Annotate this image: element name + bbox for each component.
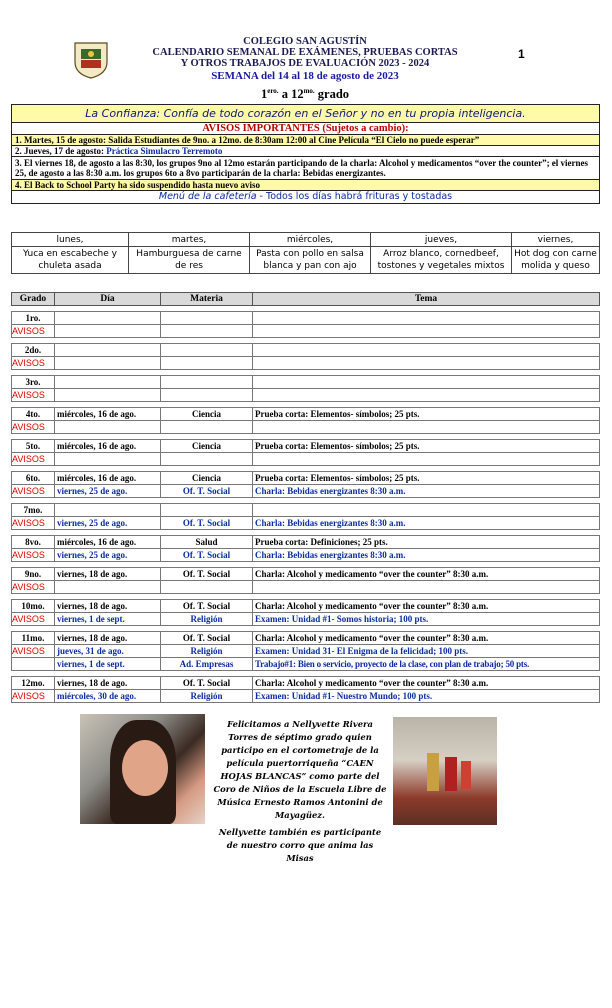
materia-cell: Of. T. Social (161, 485, 253, 498)
table-row (12, 312, 600, 325)
dia-cell: viernes, 18 de ago. (55, 600, 161, 613)
materia-cell: Ciencia (161, 472, 253, 485)
menu-meal: Yuca en escabeche y chuleta asada (12, 247, 129, 274)
menu-day: martes, (129, 233, 250, 247)
congratulations-note (212, 718, 388, 865)
materia-cell: Ad. Empresas (161, 658, 253, 671)
grade-label: 7mo. (12, 504, 55, 517)
avisos-label: AVISOS (12, 690, 55, 703)
table-row (12, 440, 600, 453)
grade-label: 10mo. (12, 600, 55, 613)
avisos-label: AVISOS (12, 325, 55, 338)
menu-day: lunes, (12, 233, 129, 247)
aviso-item-2-highlight: Práctica Simulacro Terremoto (106, 146, 223, 156)
table-row (12, 325, 600, 338)
grade-label: 12mo. (12, 677, 55, 690)
tema-cell: Examen: Unidad #1- Somos historia; 100 pts. (253, 613, 600, 626)
table-row (12, 677, 600, 690)
table-row (12, 690, 600, 703)
grade-label: 2do. (12, 344, 55, 357)
tema-cell: Charla: Bebidas energizantes 8:30 a.m. (253, 485, 600, 498)
table-row (12, 389, 600, 402)
student-portrait-photo (80, 714, 205, 824)
avisos-label: AVISOS (12, 389, 55, 402)
calendar-title-line1: CALENDARIO SEMANAL DE EXÁMENES, PRUEBAS CORTAS (152, 47, 458, 58)
grade-range: $1^{ero.}$ a $12^{mo.}$ grado (260, 87, 350, 102)
table-row (12, 504, 600, 517)
table-row (12, 632, 600, 645)
avisos-label: AVISOS (12, 421, 55, 434)
materia-cell: Ciencia (161, 408, 253, 421)
table-row (12, 376, 600, 389)
table-row (12, 472, 600, 485)
week-range: SEMANA del 14 al 18 de agosto de 2023 (211, 70, 399, 82)
cafeteria-menu (11, 232, 600, 274)
avisos-label: AVISOS (12, 645, 55, 658)
grade-label: 1ro. (12, 312, 55, 325)
avisos-label: AVISOS (12, 613, 55, 626)
materia-cell: Of. T. Social (161, 632, 253, 645)
dia-cell: viernes, 18 de ago. (55, 677, 161, 690)
congrats-paragraph-1: Felicitamos a Nellyvette Rivera Torres de séptimo grado quien participo en el cortometraje de la película puertorriqueña “CAEN HOJAS BLANCAS” como parte del Coro de Niños de la Escuela Libre de Música Ernesto Ramos Antonini de Mayagüez. (213, 719, 387, 820)
table-row (12, 581, 600, 594)
dia-cell: viernes, 25 de ago. (55, 549, 161, 562)
dia-cell: miércoles, 16 de ago. (55, 408, 161, 421)
dia-cell: miércoles, 16 de ago. (55, 472, 161, 485)
page-number: 1 (518, 47, 525, 61)
tema-cell: Charla: Bebidas energizantes 8:30 a.m. (253, 517, 600, 530)
menu-meal: Hot dog con carne molida y queso (512, 247, 600, 274)
materia-cell: Salud (161, 536, 253, 549)
avisos-table (11, 104, 600, 204)
grade-label: 3ro. (12, 376, 55, 389)
table-row (12, 658, 600, 671)
evaluation-schedule-table (11, 292, 600, 703)
tema-cell: Prueba corta: Elementos- símbolos; 25 pts. (253, 472, 600, 485)
dia-cell: miércoles, 30 de ago. (55, 690, 161, 703)
tema-cell: Prueba corta: Elementos- símbolos; 25 pts. (253, 440, 600, 453)
table-row (12, 613, 600, 626)
materia-cell: Of. T. Social (161, 600, 253, 613)
menu-meal: Arroz blanco, cornedbeef, tostones y vegetales mixtos (371, 247, 512, 274)
tema-cell: Examen: Unidad 31- El Enigma de la felicidad; 100 pts. (253, 645, 600, 658)
col-header-tema: Tema (253, 293, 600, 306)
table-row (12, 517, 600, 530)
col-header-grado: Grado (12, 293, 55, 306)
tema-cell: Prueba corta: Definiciones; 25 pts. (253, 536, 600, 549)
school-logo (72, 40, 110, 80)
grade-label: 6to. (12, 472, 55, 485)
table-row (12, 357, 600, 370)
motto-banner: La Confianza: Confía de todo corazón en el Señor y no en tu propia inteligencia. (12, 105, 600, 123)
choir-performance-photo (393, 717, 497, 825)
avisos-label: AVISOS (12, 517, 55, 530)
materia-cell: Of. T. Social (161, 517, 253, 530)
menu-meal: Hamburguesa de carne de res (129, 247, 250, 274)
table-row (12, 536, 600, 549)
tema-cell: Examen: Unidad #1- Nuestro Mundo; 100 pts. (253, 690, 600, 703)
menu-day: viernes, (512, 233, 600, 247)
avisos-label: AVISOS (12, 485, 55, 498)
dia-cell: viernes, 1 de sept. (55, 613, 161, 626)
grade-label: 8vo. (12, 536, 55, 549)
school-name: COLEGIO SAN AGUSTÍN (243, 36, 367, 47)
avisos-label: AVISOS (12, 453, 55, 466)
table-row (12, 421, 600, 434)
menu-meal: Pasta con pollo en salsa blanca y pan con ajo (250, 247, 371, 274)
avisos-title: AVISOS IMPORTANTES (Sujetos a cambio): (12, 123, 600, 135)
table-row (12, 344, 600, 357)
dia-cell: jueves, 31 de ago. (55, 645, 161, 658)
tema-cell: Prueba corta: Elementos- símbolos; 25 pts. (253, 408, 600, 421)
table-row (12, 408, 600, 421)
materia-cell: Of. T. Social (161, 549, 253, 562)
dia-cell: miércoles, 16 de ago. (55, 536, 161, 549)
dia-cell: miércoles, 16 de ago. (55, 440, 161, 453)
col-header-dia: Día (55, 293, 161, 306)
table-row (12, 549, 600, 562)
aviso-item-1: 1. Martes, 15 de agosto: Salida Estudiantes de 9no. a 12mo. de 8:30am 12:00 al Cine Película “El Cielo no puede esperar” (12, 135, 600, 146)
tema-cell: Charla: Alcohol y medicamento “over the counter” 8:30 a.m. (253, 568, 600, 581)
aviso-item-3: 3. El viernes 18, de agosto a las 8:30, los grupos 9no al 12mo estarán participando de la charla: Alcohol y medicamentos “over the counter”; el viernes 25, de agosto a las 8:30 a.m. los grupos 6to a 8vo participarán de la charla: Bebidas energizantes. (12, 157, 600, 180)
tema-cell: Charla: Alcohol y medicamento “over the counter” 8:30 a.m. (253, 677, 600, 690)
tema-cell: Charla: Alcohol y medicamento “over the counter” 8:30 a.m. (253, 632, 600, 645)
table-row (12, 453, 600, 466)
grade-label: 4to. (12, 408, 55, 421)
tema-cell: Charla: Alcohol y medicamento “over the counter” 8:30 a.m. (253, 600, 600, 613)
tema-cell: Charla: Bebidas energizantes 8:30 a.m. (253, 549, 600, 562)
avisos-label: AVISOS (12, 581, 55, 594)
congrats-paragraph-2: Nellyvette también es participante de nuestro corro que anima las Misas (218, 827, 382, 863)
materia-cell: Religión (161, 690, 253, 703)
cafeteria-title: Menú de la cafetería - Todos los días habrá frituras y tostadas (12, 191, 600, 204)
dia-cell: viernes, 18 de ago. (55, 632, 161, 645)
materia-cell: Of. T. Social (161, 677, 253, 690)
col-header-materia: Materia (161, 293, 253, 306)
materia-cell: Ciencia (161, 440, 253, 453)
tema-cell: Trabajo#1: Bien o servicio, proyecto de la clase, con plan de trabajo; 50 pts. (253, 658, 600, 671)
materia-cell: Religión (161, 613, 253, 626)
dia-cell: viernes, 25 de ago. (55, 517, 161, 530)
table-row (12, 600, 600, 613)
dia-cell: viernes, 1 de sept. (55, 658, 161, 671)
table-row (12, 485, 600, 498)
table-row (12, 645, 600, 658)
menu-day: miércoles, (250, 233, 371, 247)
dia-cell: viernes, 25 de ago. (55, 485, 161, 498)
grade-label: 5to. (12, 440, 55, 453)
aviso-item-4: 4. El Back to School Party ha sido suspendido hasta nuevo aviso (12, 180, 600, 191)
materia-cell: Religión (161, 645, 253, 658)
avisos-label: AVISOS (12, 357, 55, 370)
avisos-label: AVISOS (12, 549, 55, 562)
aviso-item-2: 2. Jueves, 17 de agosto: Práctica Simulacro Terremoto (12, 146, 600, 157)
table-row (12, 568, 600, 581)
menu-day: jueves, (371, 233, 512, 247)
calendar-title-line2: Y OTROS TRABAJOS DE EVALUACIÓN 2023 - 2024 (180, 58, 430, 69)
dia-cell: viernes, 18 de ago. (55, 568, 161, 581)
materia-cell: Of. T. Social (161, 568, 253, 581)
grade-label: 11mo. (12, 632, 55, 645)
grade-label: 9no. (12, 568, 55, 581)
